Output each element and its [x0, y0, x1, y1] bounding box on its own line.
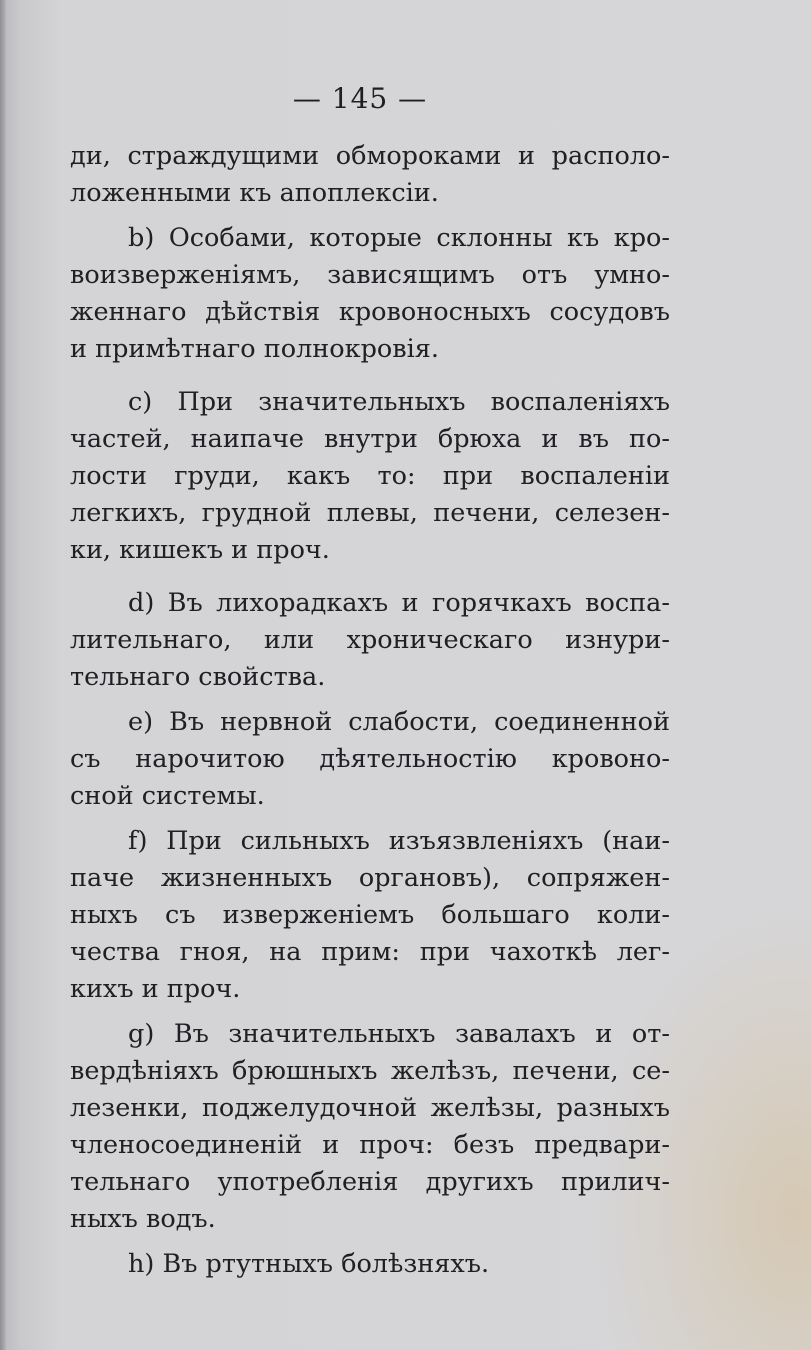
list-item-e: e) Въ нервной слабости, соединенной	[128, 707, 670, 737]
text-line: ди, страждущими обмороками и располо-	[70, 141, 670, 171]
page-gutter-shadow	[0, 0, 6, 1350]
text-line: сной системы.	[70, 781, 265, 811]
text-line: и примѣтнаго полнокровія.	[70, 334, 439, 364]
text-line: паче жизненныхъ органовъ), сопряжен-	[70, 863, 670, 893]
text-line: тельнаго употребленія другихъ прилич-	[70, 1167, 670, 1197]
text-line: лительнаго, или хроническаго изнури-	[70, 625, 670, 655]
text-line: частей, наипаче внутри брюха и въ по-	[70, 424, 670, 454]
body-text	[70, 138, 670, 1283]
list-item-g: g) Въ значительныхъ завалахъ и от-	[128, 1019, 670, 1049]
list-item-h: h) Въ ртутныхъ болѣзняхъ.	[128, 1249, 490, 1279]
text-line: чества гноя, на прим: при чахоткѣ лег-	[70, 937, 670, 967]
text-line: ныхъ водъ.	[70, 1204, 216, 1234]
text-line: съ нарочитою дѣятельностію кровоно-	[70, 744, 670, 774]
text-line: ныхъ съ изверженіемъ большаго коли-	[70, 900, 670, 930]
text-line: ки, кишекъ и проч.	[70, 535, 330, 565]
text-line: вердѣніяхъ брюшныхъ желѣзъ, печени, се-	[70, 1056, 670, 1086]
text-line: легкихъ, грудной плевы, печени, селезен-	[70, 498, 670, 528]
list-item-b: b) Особами, которые склонны къ кро-	[128, 223, 670, 253]
text-line: лезенки, поджелудочной желѣзы, разныхъ	[70, 1093, 670, 1123]
page-number: — 145 —	[292, 82, 428, 115]
text-line: членосоединеній и проч: безъ предвари-	[70, 1130, 670, 1160]
list-item-c: c) При значительныхъ воспаленіяхъ	[128, 387, 670, 417]
list-item-d: d) Въ лихорадкахъ и горячкахъ воспа-	[128, 588, 670, 618]
text-line: ложенными къ апоплексіи.	[70, 178, 439, 208]
list-item-f: f) При сильныхъ изъязвленіяхъ (наи-	[128, 826, 670, 856]
text-line: женнаго дѣйствія кровоносныхъ сосудовъ	[70, 297, 670, 327]
text-line: тельнаго свойства.	[70, 662, 326, 692]
text-line: кихъ и проч.	[70, 974, 241, 1004]
text-line: воизверженіямъ, зависящимъ отъ умно-	[70, 260, 670, 290]
text-line: лости груди, какъ то: при воспаленіи	[70, 461, 670, 491]
